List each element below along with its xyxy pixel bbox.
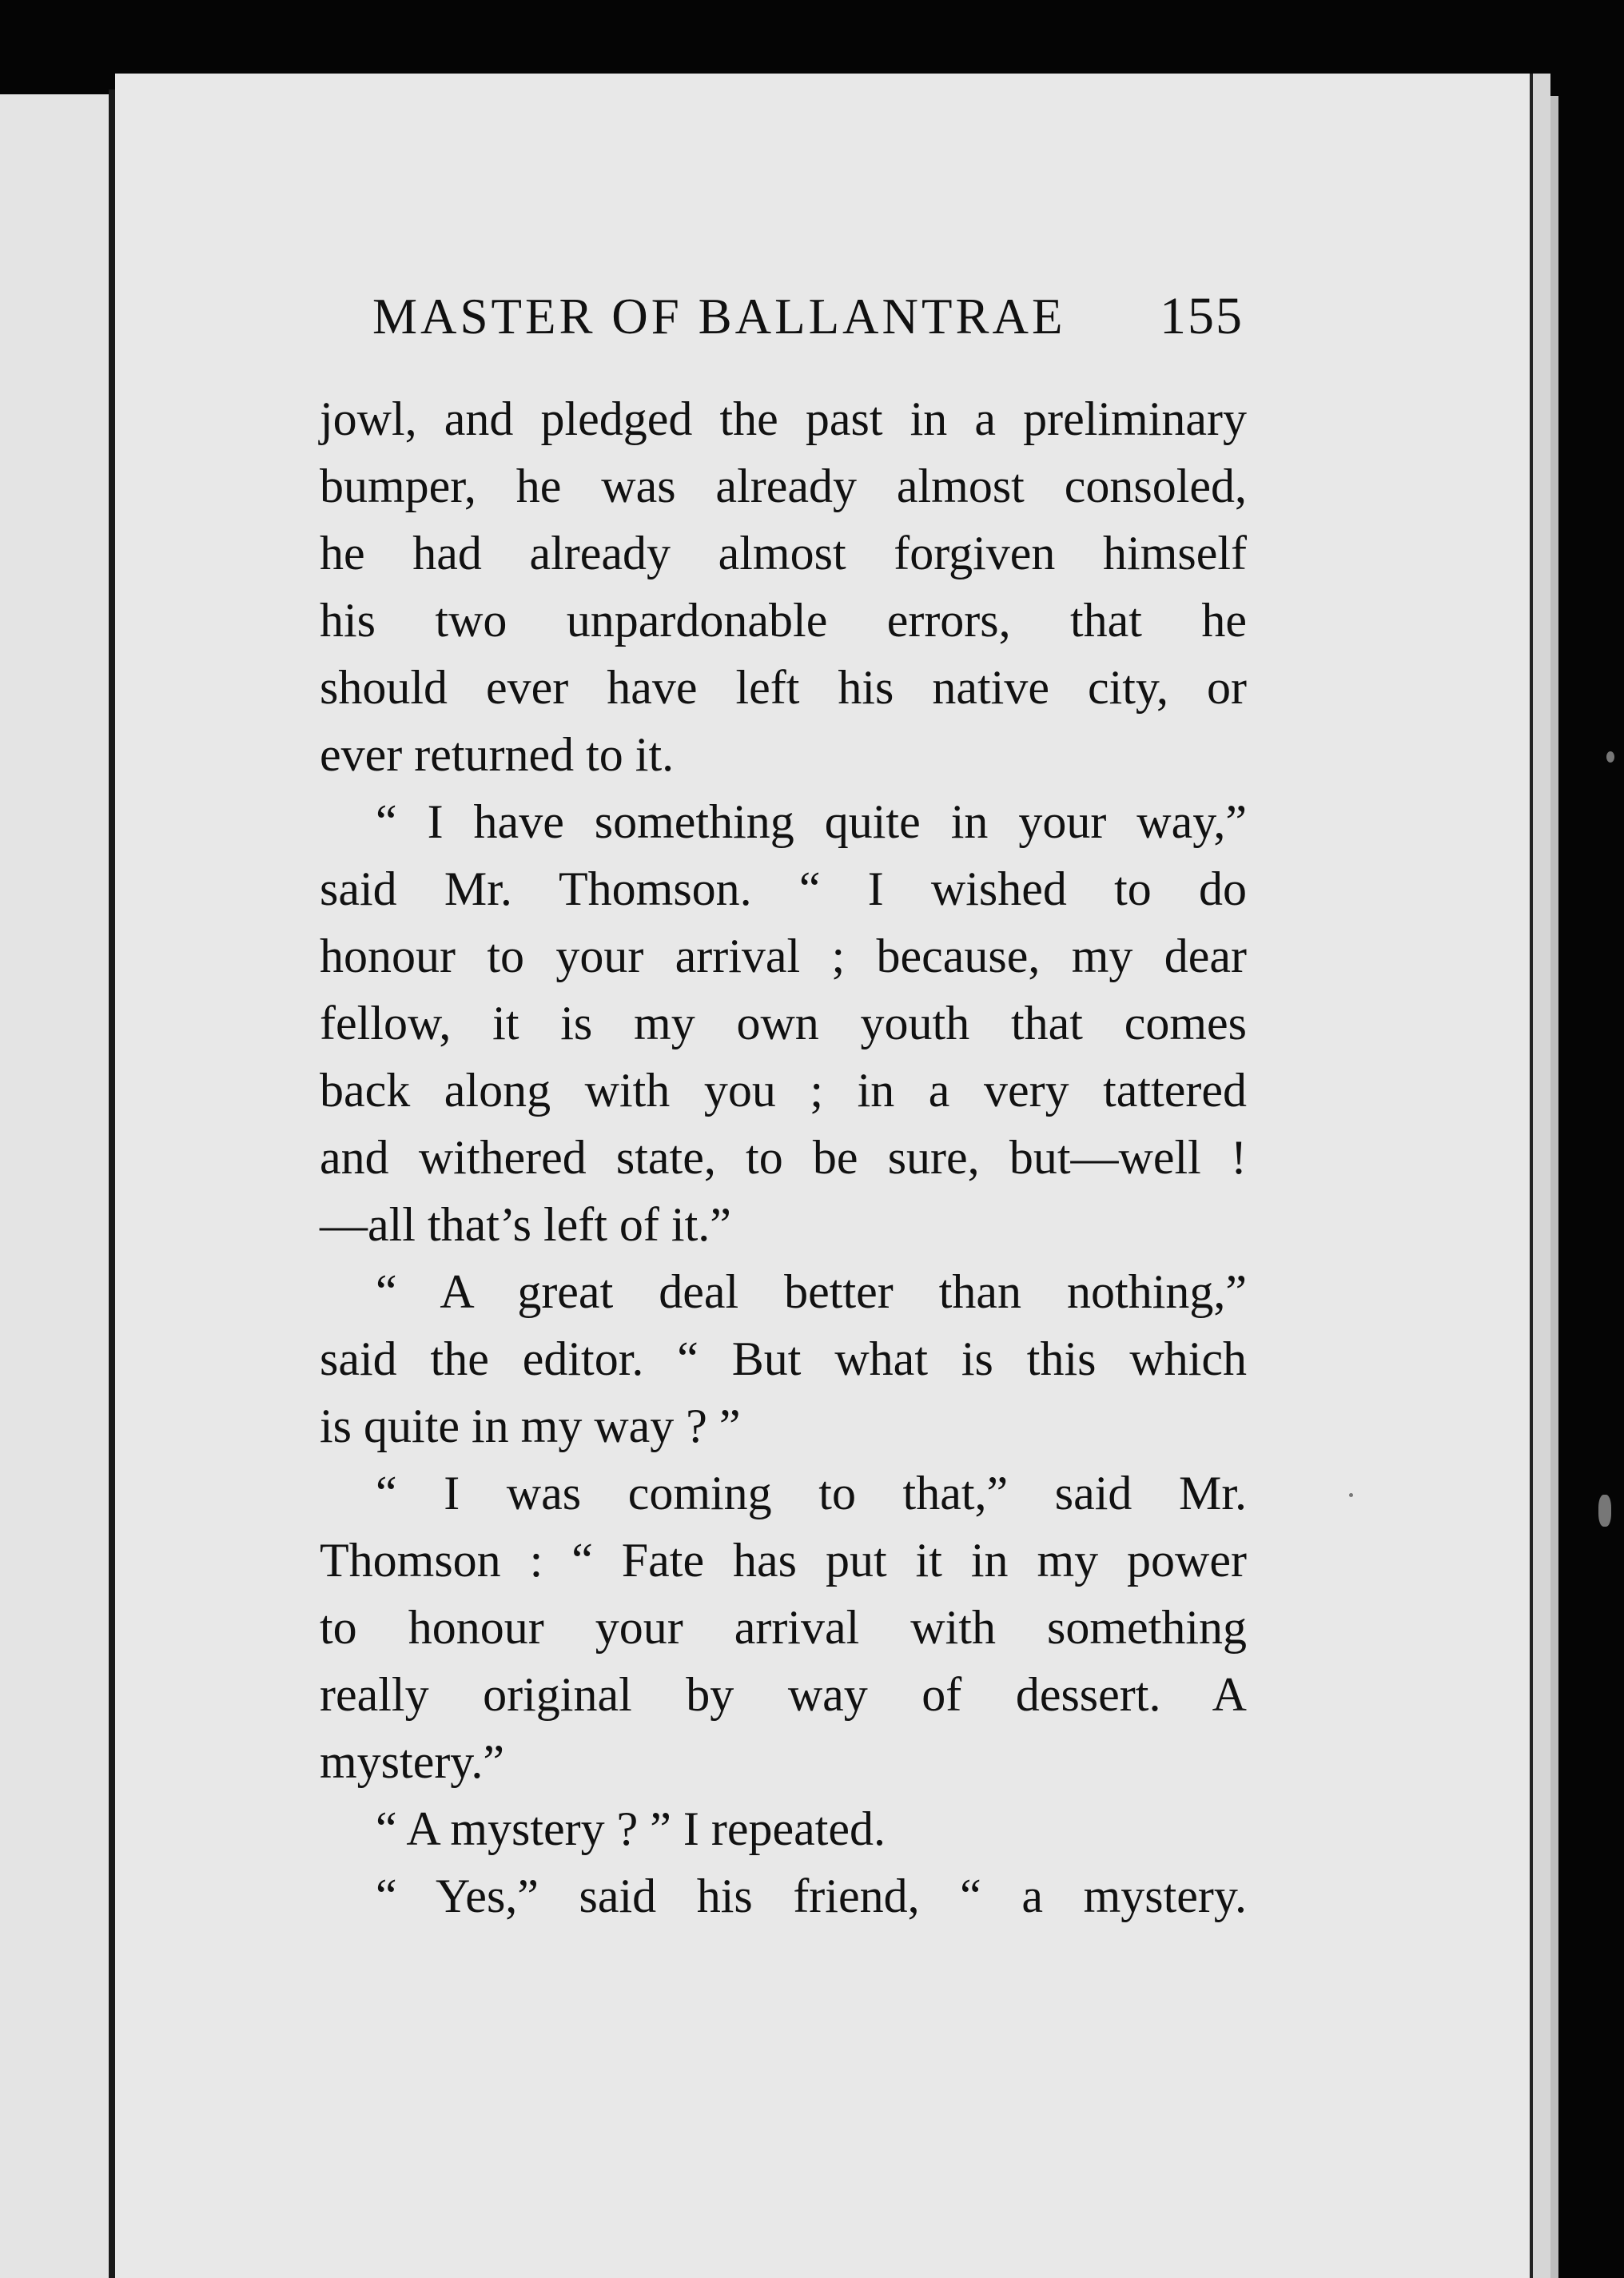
text-line: “ I have something quite in your way,”: [376, 795, 1247, 848]
running-head: [372, 286, 1244, 358]
text-line: should ever have left his native city, or: [320, 661, 1247, 714]
text-line: said Mr. Thomson. “ I wished to do: [320, 862, 1247, 915]
text-line: really original by way of dessert. A: [320, 1668, 1247, 1721]
book-gutter: [109, 90, 115, 2278]
text-line: “ A great deal better than nothing,”: [376, 1265, 1247, 1318]
page-fore-edge-shadow: [1550, 96, 1558, 2278]
running-head-title: MASTER OF BALLANTRAE: [372, 289, 1066, 344]
paper-speck: [1606, 751, 1614, 763]
text-line: said the editor. “ But what is this which: [320, 1332, 1247, 1385]
text-line: “ A mystery ? ” I repeated.: [376, 1802, 886, 1855]
text-line: his two unpardonable errors, that he: [320, 594, 1247, 647]
text-line: bumper, he was already almost consoled,: [320, 460, 1247, 512]
left-page-edge: [0, 94, 110, 2278]
text-line: —all that’s left of it.”: [320, 1198, 731, 1251]
paper-speck: [1349, 1493, 1353, 1497]
text-line: honour to your arrival ; because, my dear: [320, 930, 1247, 982]
text-line: ever returned to it.: [320, 728, 675, 781]
paper-speck: [1598, 1495, 1611, 1527]
text-line: mystery.”: [320, 1735, 505, 1788]
text-line: and withered state, to be sure, but—well !: [320, 1131, 1247, 1184]
text-line: to honour your arrival with something: [320, 1601, 1247, 1654]
text-line: “ I was coming to that,” said Mr.: [376, 1467, 1247, 1519]
text-line: he had already almost forgiven himself: [320, 527, 1247, 579]
body-text: [320, 385, 1247, 1930]
text-line: Thomson : “ Fate has put it in my power: [320, 1534, 1247, 1587]
page-number: 155: [1160, 287, 1244, 345]
text-line: back along with you ; in a very tattered: [320, 1064, 1247, 1117]
text-line: fellow, it is my own youth that comes: [320, 997, 1247, 1049]
page-fore-edge: [1530, 74, 1550, 2278]
text-line: “ Yes,” said his friend, “ a mystery.: [376, 1870, 1247, 1922]
text-line: is quite in my way ? ”: [320, 1400, 741, 1452]
text-line: jowl, and pledged the past in a preliminary: [320, 392, 1247, 445]
